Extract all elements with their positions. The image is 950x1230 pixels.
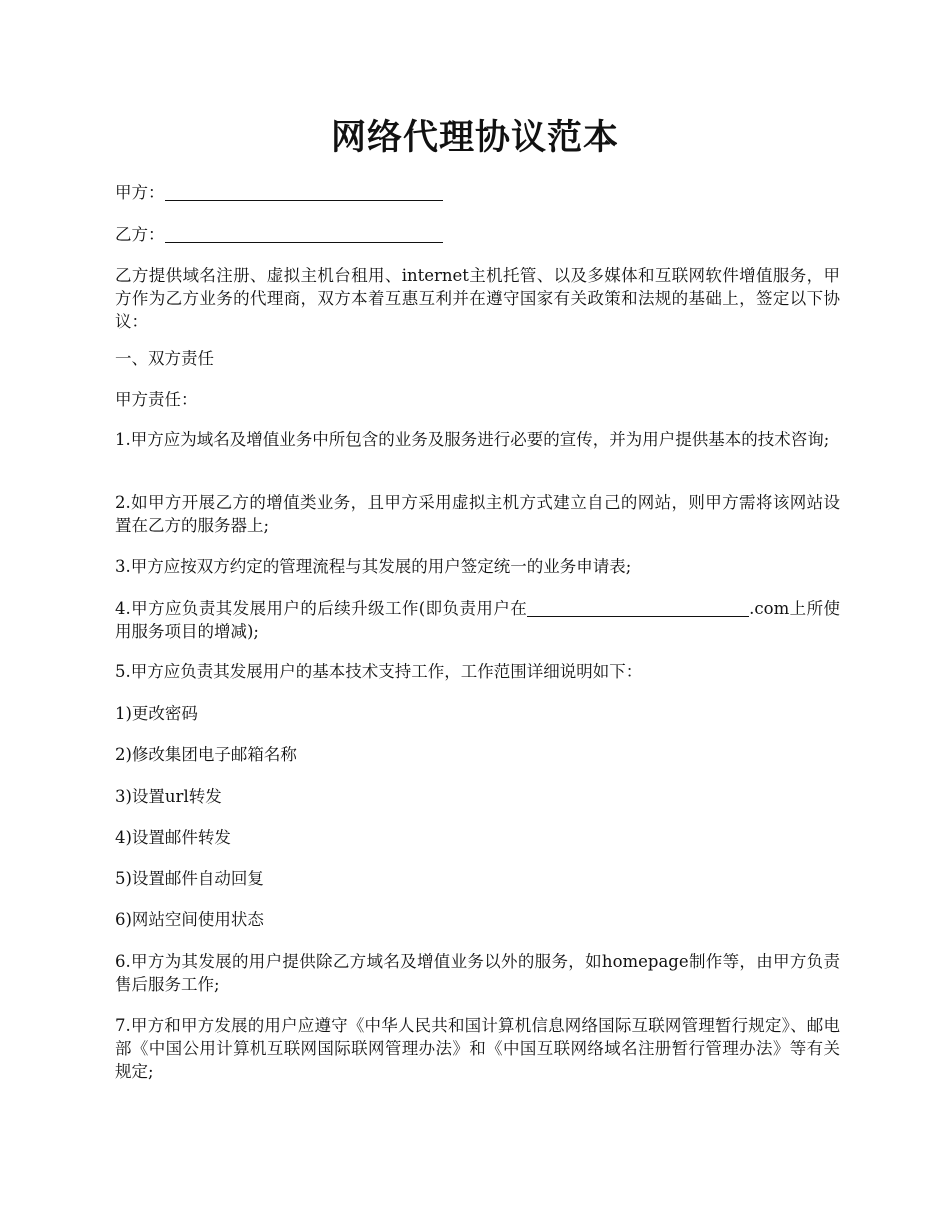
domain-blank xyxy=(527,598,749,617)
document-title: 网络代理协议范本 xyxy=(330,117,619,158)
sub-item-1: 1)更改密码 xyxy=(115,704,198,723)
sub-item-2: 2)修改集团电子邮箱名称 xyxy=(115,745,297,764)
party-a-line xyxy=(115,181,840,204)
clause-4-before: 4.甲方应负责其发展用户的后续升级工作(即负责用户在 xyxy=(115,599,528,618)
sub-item-3: 3)设置url转发 xyxy=(115,787,222,806)
party-b-line xyxy=(115,223,840,246)
sub-item-6: 6)网站空间使用状态 xyxy=(115,910,264,929)
clause-4 xyxy=(115,597,840,643)
party-a-duties-heading: 甲方责任： xyxy=(115,390,198,409)
clause-4-after: .com上所使用服务项目的增减); xyxy=(115,599,840,641)
section-heading-responsibilities: 一、双方责任 xyxy=(115,349,214,368)
party-b-label: 乙方： xyxy=(115,225,165,244)
clause-7: 7.甲方和甲方发展的用户应遵守《中华人民共和国计算机信息网络国际互联网管理暂行规定》、邮电部《中国公用计算机互联网国际联网管理办法》和《中国互联网络域名注册暂行管理办法》等有关规定; xyxy=(115,1016,840,1081)
clause-3: 3.甲方应按双方约定的管理流程与其发展的用户签定统一的业务申请表; xyxy=(115,557,632,576)
party-a-label: 甲方： xyxy=(115,183,165,202)
intro-paragraph: 乙方提供域名注册、虚拟主机台租用、internet主机托管、以及多媒体和互联网软件增值服务，甲方作为乙方业务的代理商，双方本着互惠互利并在遵守国家有关政策和法规的基础上，签定以下协议： xyxy=(115,266,840,331)
sub-item-5: 5)设置邮件自动回复 xyxy=(115,869,264,888)
clause-2: 2.如甲方开展乙方的增值类业务，且甲方采用虚拟主机方式建立自己的网站，则甲方需将该网站设置在乙方的服务器上; xyxy=(115,493,840,535)
party-b-blank xyxy=(165,224,443,243)
party-a-blank xyxy=(165,182,443,201)
clause-5: 5.甲方应负责其发展用户的基本技术支持工作，工作范围详细说明如下： xyxy=(115,662,643,681)
clause-1: 1.甲方应为域名及增值业务中所包含的业务及服务进行必要的宣传，并为用户提供基本的技术咨询; xyxy=(115,430,830,449)
clause-6: 6.甲方为其发展的用户提供除乙方域名及增值业务以外的服务，如homepage制作等，由甲方负责售后服务工作; xyxy=(115,952,840,994)
sub-item-4: 4)设置邮件转发 xyxy=(115,828,231,847)
